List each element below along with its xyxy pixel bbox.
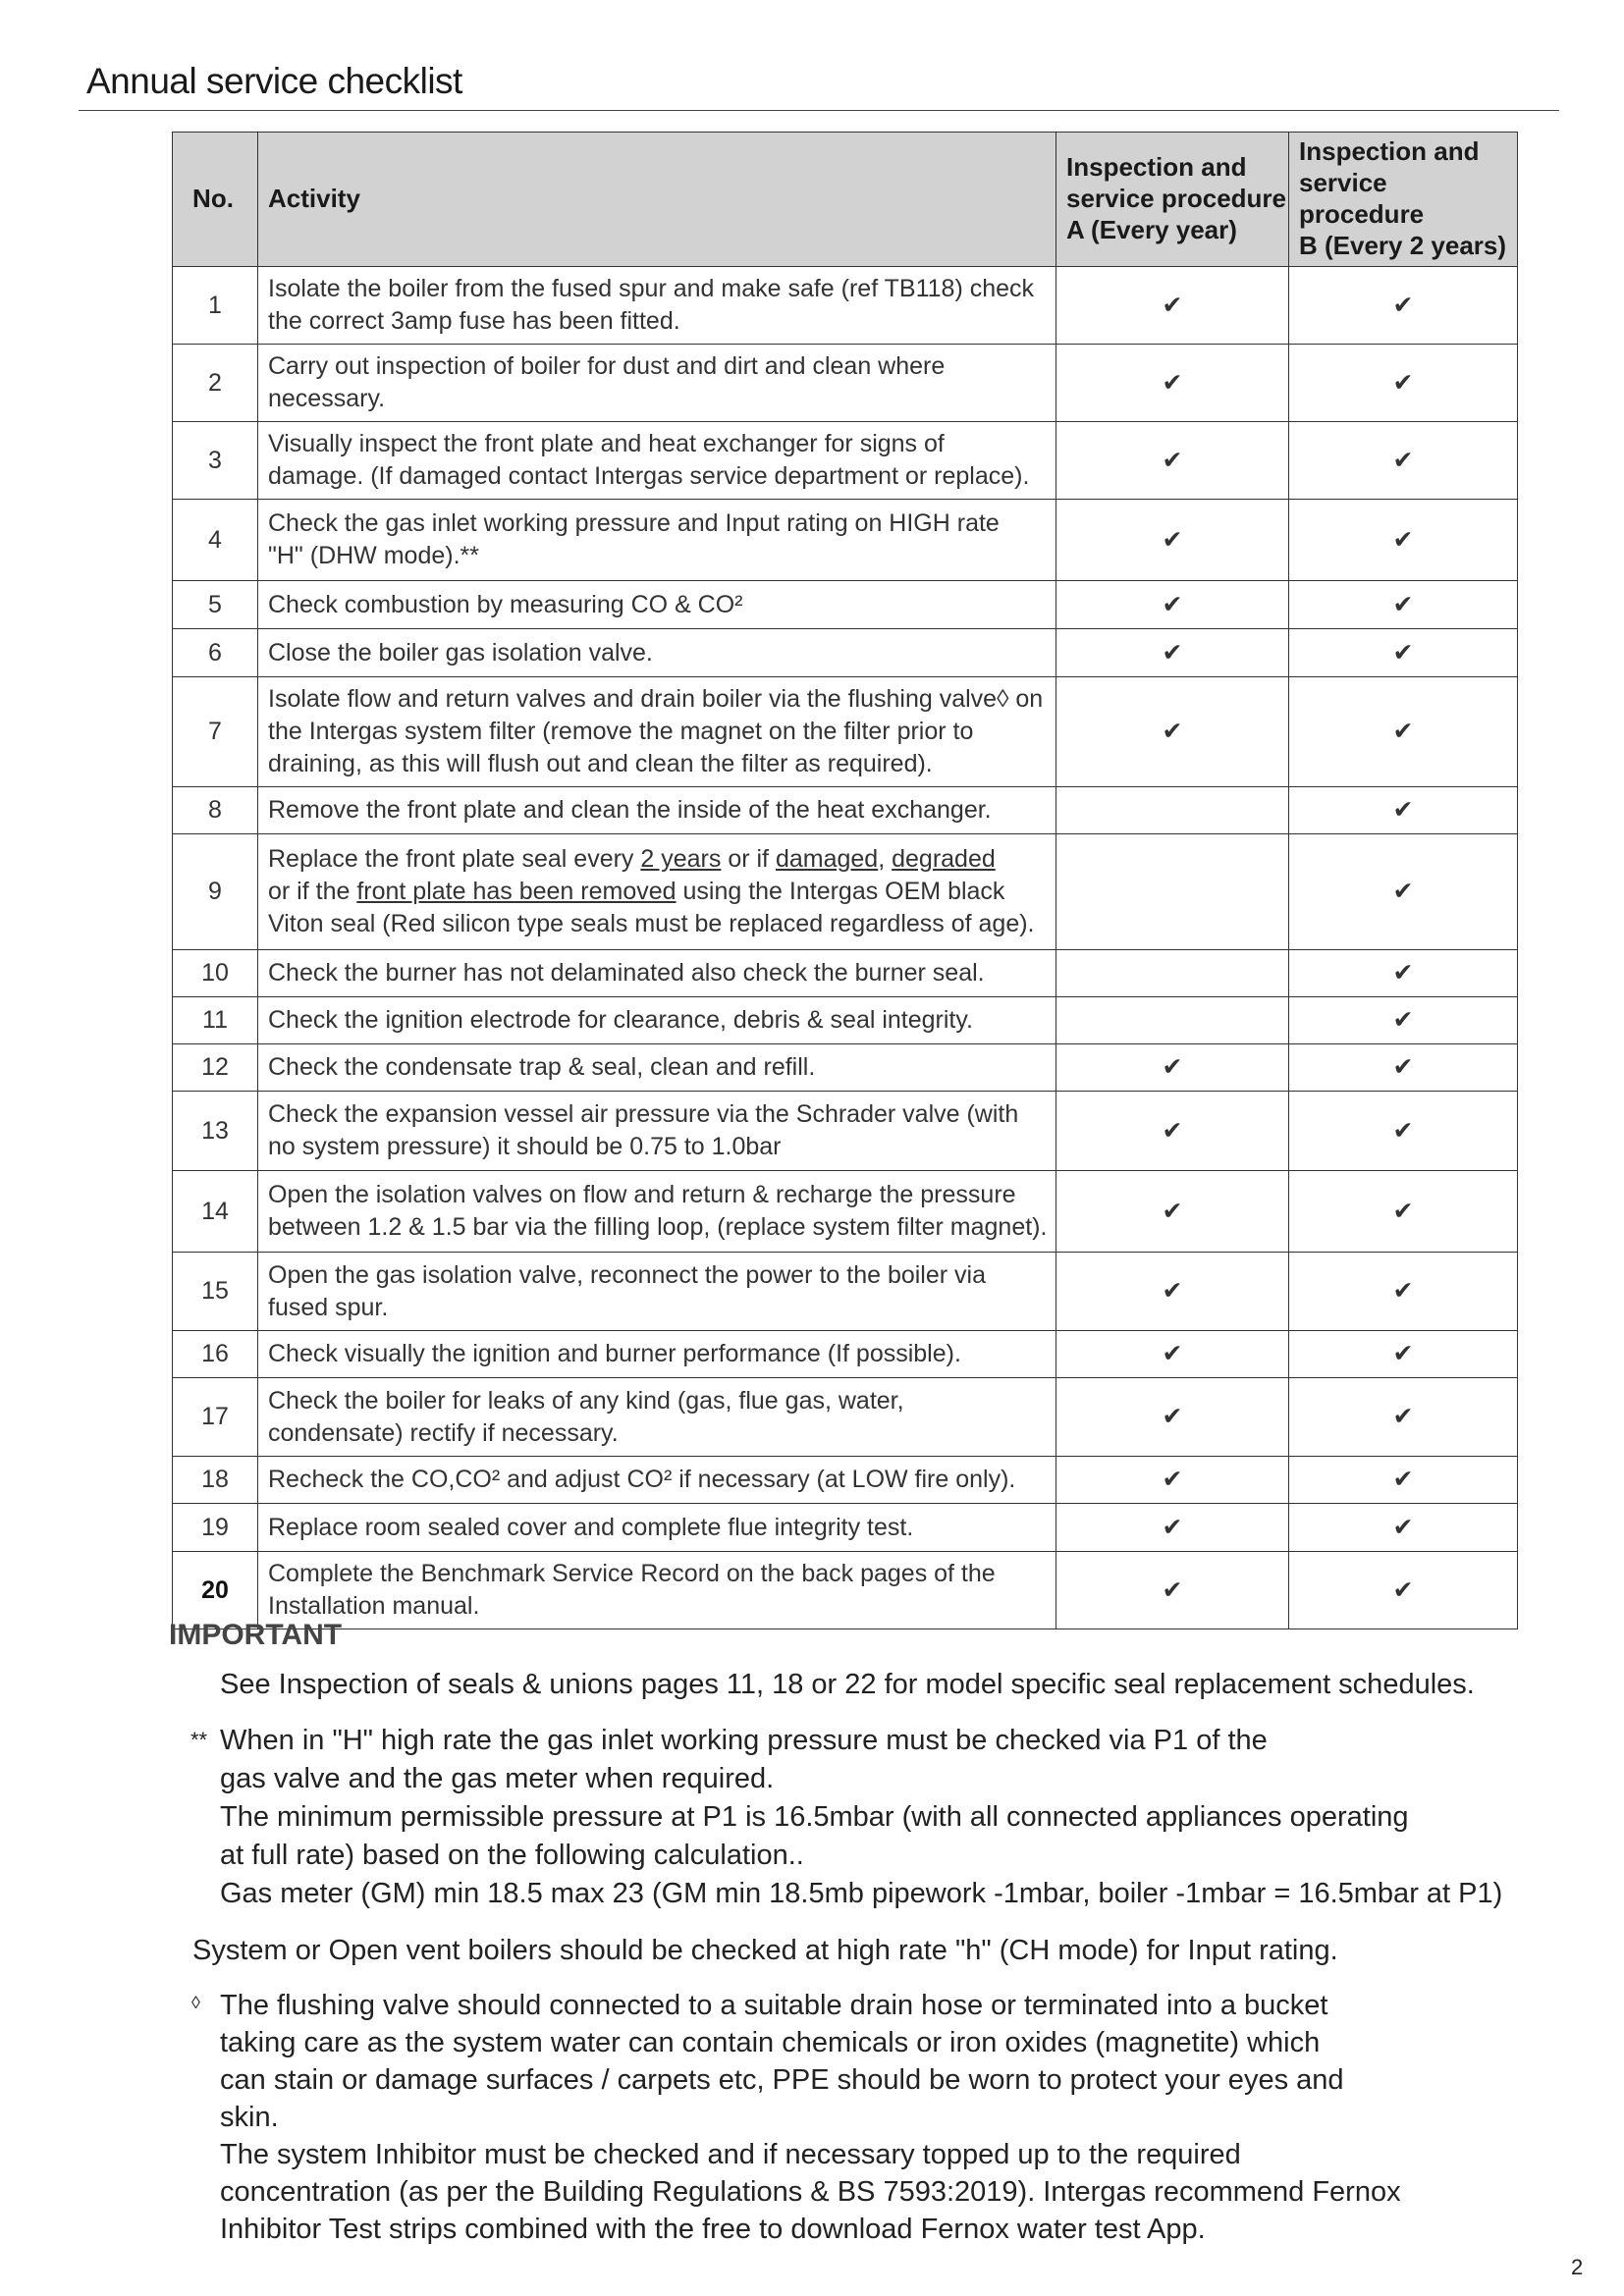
procedure-a-cell bbox=[1056, 1378, 1289, 1457]
row-number: 9 bbox=[173, 834, 258, 950]
table-row bbox=[173, 787, 1518, 834]
table-row bbox=[173, 1092, 1518, 1171]
checkmark-icon: ✔ bbox=[1392, 718, 1414, 745]
procedure-b-cell bbox=[1289, 677, 1518, 787]
procedure-a-cell bbox=[1056, 1044, 1289, 1092]
table-row bbox=[173, 1457, 1518, 1504]
row-number: 13 bbox=[173, 1092, 258, 1171]
procedure-a-cell bbox=[1056, 1171, 1289, 1253]
activity-line: "H" (DHW mode).** bbox=[268, 542, 479, 569]
checkmark-icon: ✔ bbox=[1392, 1053, 1414, 1081]
checkmark-icon: ✔ bbox=[1162, 1513, 1183, 1541]
procedure-b-cell bbox=[1289, 787, 1518, 834]
activity-line: Replace room sealed cover and complete flue integrity test. bbox=[268, 1513, 914, 1541]
checkmark-icon: ✔ bbox=[1392, 446, 1414, 474]
table-row bbox=[173, 1331, 1518, 1378]
row-number: 1 bbox=[173, 267, 258, 345]
header-procedure-b bbox=[1289, 133, 1518, 267]
checklist-body bbox=[173, 267, 1518, 1629]
checkmark-icon: ✔ bbox=[1162, 1197, 1183, 1225]
checkmark-icon: ✔ bbox=[1162, 718, 1183, 745]
activity-cell bbox=[258, 1044, 1056, 1092]
table-row bbox=[173, 629, 1518, 677]
procedure-b-cell bbox=[1289, 1331, 1518, 1378]
checkmark-icon: ✔ bbox=[1392, 1116, 1414, 1145]
procedure-a-cell bbox=[1056, 1457, 1289, 1504]
activity-cell bbox=[258, 677, 1056, 787]
activity-cell bbox=[258, 500, 1056, 581]
checkmark-icon: ✔ bbox=[1392, 1466, 1414, 1493]
checkmark-icon: ✔ bbox=[1392, 1575, 1414, 1604]
checkmark-icon: ✔ bbox=[1162, 291, 1183, 319]
activity-cell bbox=[258, 1331, 1056, 1378]
flush-note-line: concentration (as per the Building Regulations & BS 7593:2019). Intergas recommend Fernox bbox=[220, 2176, 1401, 2208]
procedure-b-cell bbox=[1289, 1044, 1518, 1092]
procedure-b-cell bbox=[1289, 345, 1518, 422]
row-number: 8 bbox=[173, 787, 258, 834]
activity-cell bbox=[258, 1171, 1056, 1253]
flush-note-line: skin. bbox=[220, 2102, 279, 2133]
procedure-b-cell bbox=[1289, 267, 1518, 345]
procedure-a-cell bbox=[1056, 500, 1289, 581]
page-title: Annual service checklist bbox=[86, 61, 462, 101]
system-vent-note: System or Open vent boilers should be checked at high rate "h" (CH mode) for Input rating. bbox=[192, 1935, 1338, 1966]
table-row bbox=[173, 1171, 1518, 1253]
checkmark-icon: ✔ bbox=[1392, 796, 1414, 824]
procedure-a-cell bbox=[1056, 950, 1289, 997]
procedure-b-cell bbox=[1289, 1457, 1518, 1504]
activity-line: Check the expansion vessel air pressure via the Schrader valve (with bbox=[268, 1100, 1019, 1128]
row-number: 16 bbox=[173, 1331, 258, 1378]
table-row bbox=[173, 345, 1518, 422]
checkmark-icon: ✔ bbox=[1392, 1403, 1414, 1430]
flush-note-line: taking care as the system water can contain chemicals or iron oxides (magnetite) which bbox=[220, 2027, 1321, 2058]
activity-line: draining, as this will flush out and clean the filter as required). bbox=[268, 750, 933, 777]
activity-line: no system pressure) it should be 0.75 to 1.0bar bbox=[268, 1133, 782, 1160]
procedure-b-cell bbox=[1289, 1253, 1518, 1331]
activity-cell bbox=[258, 422, 1056, 500]
flush-note-line: Inhibitor Test strips combined with the free to download Fernox water test App. bbox=[220, 2214, 1206, 2245]
high-rate-note-line: at full rate) based on the following calculation.. bbox=[220, 1840, 804, 1871]
procedure-a-cell bbox=[1056, 422, 1289, 500]
flush-note-line: The system Inhibitor must be checked and if necessary topped up to the required bbox=[220, 2139, 1241, 2170]
procedure-b-cell bbox=[1289, 629, 1518, 677]
procedure-b-cell bbox=[1289, 581, 1518, 629]
table-row bbox=[173, 500, 1518, 581]
activity-line: Check the condensate trap & seal, clean and refill. bbox=[268, 1053, 816, 1081]
activity-line: between 1.2 & 1.5 bar via the filling loop, (replace system filter magnet). bbox=[268, 1213, 1048, 1241]
activity-cell bbox=[258, 1253, 1056, 1331]
procedure-a-cell bbox=[1056, 345, 1289, 422]
checkmark-icon: ✔ bbox=[1162, 525, 1183, 554]
table-row bbox=[173, 834, 1518, 950]
activity-line: Check combustion by measuring CO & CO² bbox=[268, 590, 743, 618]
checkmark-icon: ✔ bbox=[1392, 638, 1414, 667]
checkmark-icon: ✔ bbox=[1162, 1053, 1183, 1081]
procedure-b-cell bbox=[1289, 834, 1518, 950]
activity-line: Check the ignition electrode for clearance, debris & seal integrity. bbox=[268, 1006, 973, 1034]
high-rate-note-line: Gas meter (GM) min 18.5 max 23 (GM min 18.5mb pipework -1mbar, boiler -1mbar = 16.5mbar at P1) bbox=[220, 1878, 1503, 1909]
activity-cell bbox=[258, 1504, 1056, 1552]
activity-cell bbox=[258, 950, 1056, 997]
checkmark-icon: ✔ bbox=[1162, 1277, 1183, 1305]
service-checklist-table bbox=[172, 132, 1518, 1629]
row-number: 10 bbox=[173, 950, 258, 997]
activity-line: Isolate flow and return valves and drain boiler via the flushing valve◊ on bbox=[268, 685, 1044, 713]
procedure-a-cell bbox=[1056, 787, 1289, 834]
high-rate-note-line: The minimum permissible pressure at P1 is 16.5mbar (with all connected appliances operating bbox=[220, 1801, 1409, 1833]
table-row bbox=[173, 1504, 1518, 1552]
checkmark-icon: ✔ bbox=[1162, 638, 1183, 667]
activity-line: fused spur. bbox=[268, 1293, 389, 1321]
double-asterisk-marker: ** bbox=[190, 1728, 208, 1752]
activity-line: damage. (If damaged contact Intergas service department or replace). bbox=[268, 462, 1030, 490]
header-procedure-b-line: Inspection and bbox=[1299, 136, 1480, 166]
activity-line: Check the boiler for leaks of any kind (gas, flue gas, water, bbox=[268, 1386, 904, 1415]
header-procedure-a bbox=[1056, 133, 1289, 267]
header-no: No. bbox=[173, 133, 258, 267]
checkmark-icon: ✔ bbox=[1162, 1575, 1183, 1604]
activity-line: Complete the Benchmark Service Record on the back pages of the bbox=[268, 1560, 996, 1587]
checkmark-icon: ✔ bbox=[1162, 446, 1183, 474]
activity-line: Isolate the boiler from the fused spur and make safe (ref TB118) check bbox=[268, 275, 1035, 302]
activity-cell bbox=[258, 267, 1056, 345]
activity-cell bbox=[258, 787, 1056, 834]
activity-line: condensate) rectify if necessary. bbox=[268, 1418, 619, 1447]
activity-line: necessary. bbox=[268, 385, 386, 412]
activity-line: Recheck the CO,CO² and adjust CO² if necessary (at LOW fire only). bbox=[268, 1466, 1016, 1493]
high-rate-note-line: gas valve and the gas meter when required. bbox=[220, 1763, 775, 1794]
activity-line: Visually inspect the front plate and heat exchanger for signs of bbox=[268, 430, 945, 457]
high-rate-note-line: When in "H" high rate the gas inlet working pressure must be checked via P1 of the bbox=[220, 1725, 1268, 1756]
procedure-a-cell bbox=[1056, 1504, 1289, 1552]
checkmark-icon: ✔ bbox=[1162, 1466, 1183, 1493]
header-procedure-a-line: service procedure bbox=[1066, 184, 1287, 213]
checkmark-icon: ✔ bbox=[1392, 1277, 1414, 1305]
table-row bbox=[173, 267, 1518, 345]
table-row bbox=[173, 1552, 1518, 1629]
activity-line: Carry out inspection of boiler for dust and dirt and clean where bbox=[268, 352, 946, 380]
activity-line: the Intergas system filter (remove the magnet on the filter prior to bbox=[268, 718, 974, 745]
row-number: 20 bbox=[173, 1552, 258, 1629]
checkmark-icon: ✔ bbox=[1162, 590, 1183, 618]
activity-cell bbox=[258, 834, 1056, 950]
row-number: 6 bbox=[173, 629, 258, 677]
checkmark-icon: ✔ bbox=[1392, 1340, 1414, 1367]
procedure-a-cell bbox=[1056, 629, 1289, 677]
checkmark-icon: ✔ bbox=[1162, 368, 1183, 397]
procedure-b-cell bbox=[1289, 1552, 1518, 1629]
procedure-b-cell bbox=[1289, 1378, 1518, 1457]
activity-cell bbox=[258, 1378, 1056, 1457]
activity-line: Check the gas inlet working pressure and Input rating on HIGH rate bbox=[268, 509, 1000, 537]
procedure-b-cell bbox=[1289, 1171, 1518, 1253]
row-number: 2 bbox=[173, 345, 258, 422]
procedure-b-cell bbox=[1289, 1092, 1518, 1171]
header-procedure-b-line: service procedure bbox=[1299, 168, 1425, 229]
table-row bbox=[173, 1253, 1518, 1331]
flush-note-line: The flushing valve should connected to a suitable drain hose or terminated into a bucket bbox=[220, 1990, 1328, 2021]
table-row bbox=[173, 422, 1518, 500]
procedure-b-cell bbox=[1289, 1504, 1518, 1552]
checkmark-icon: ✔ bbox=[1392, 1006, 1414, 1034]
activity-line: Check visually the ignition and burner performance (If possible). bbox=[268, 1340, 961, 1367]
procedure-b-cell bbox=[1289, 422, 1518, 500]
checkmark-icon: ✔ bbox=[1392, 590, 1414, 618]
activity-line: Installation manual. bbox=[268, 1592, 480, 1620]
activity-line: or if the front plate has been removed using the Intergas OEM black bbox=[268, 878, 1005, 905]
checkmark-icon: ✔ bbox=[1392, 959, 1414, 987]
flush-note-line: can stain or damage surfaces / carpets etc, PPE should be worn to protect your eyes and bbox=[220, 2064, 1344, 2096]
row-number: 12 bbox=[173, 1044, 258, 1092]
row-number: 14 bbox=[173, 1171, 258, 1253]
procedure-a-cell bbox=[1056, 1331, 1289, 1378]
activity-line: Open the gas isolation valve, reconnect the power to the boiler via bbox=[268, 1260, 986, 1289]
seals-note: See Inspection of seals & unions pages 11, 18 or 22 for model specific seal replacement schedules. bbox=[220, 1669, 1475, 1700]
procedure-a-cell bbox=[1056, 997, 1289, 1044]
page-number: 2 bbox=[1571, 2255, 1584, 2279]
activity-line: Open the isolation valves on flow and return & recharge the pressure bbox=[268, 1181, 1016, 1208]
checkmark-icon: ✔ bbox=[1392, 525, 1414, 554]
activity-cell bbox=[258, 1457, 1056, 1504]
checkmark-icon: ✔ bbox=[1392, 368, 1414, 397]
activity-cell bbox=[258, 629, 1056, 677]
table-row bbox=[173, 997, 1518, 1044]
row-number: 3 bbox=[173, 422, 258, 500]
activity-cell bbox=[258, 997, 1056, 1044]
procedure-b-cell bbox=[1289, 950, 1518, 997]
procedure-a-cell bbox=[1056, 1092, 1289, 1171]
procedure-a-cell bbox=[1056, 1253, 1289, 1331]
header-procedure-a-line: A (Every year) bbox=[1066, 215, 1237, 244]
procedure-b-cell bbox=[1289, 500, 1518, 581]
row-number: 15 bbox=[173, 1253, 258, 1331]
checkmark-icon: ✔ bbox=[1162, 1116, 1183, 1145]
procedure-a-cell bbox=[1056, 1552, 1289, 1629]
title-divider bbox=[79, 110, 1559, 111]
activity-line: Check the burner has not delaminated also check the burner seal. bbox=[268, 959, 985, 987]
procedure-a-cell bbox=[1056, 267, 1289, 345]
table-row bbox=[173, 950, 1518, 997]
activity-cell bbox=[258, 1092, 1056, 1171]
row-number: 18 bbox=[173, 1457, 258, 1504]
row-number: 19 bbox=[173, 1504, 258, 1552]
activity-line: the correct 3amp fuse has been fitted. bbox=[268, 307, 680, 335]
procedure-a-cell bbox=[1056, 581, 1289, 629]
procedure-a-cell bbox=[1056, 834, 1289, 950]
row-number: 17 bbox=[173, 1378, 258, 1457]
row-number: 11 bbox=[173, 997, 258, 1044]
table-row bbox=[173, 581, 1518, 629]
header-procedure-a-line: Inspection and bbox=[1066, 152, 1247, 182]
table-row bbox=[173, 677, 1518, 787]
row-number: 4 bbox=[173, 500, 258, 581]
checkmark-icon: ✔ bbox=[1392, 1513, 1414, 1541]
checkmark-icon: ✔ bbox=[1392, 1197, 1414, 1225]
table-row bbox=[173, 1044, 1518, 1092]
header-activity: Activity bbox=[258, 133, 1056, 267]
checkmark-icon: ✔ bbox=[1162, 1403, 1183, 1430]
activity-line: Remove the front plate and clean the inside of the heat exchanger. bbox=[268, 796, 992, 824]
procedure-a-cell bbox=[1056, 677, 1289, 787]
activity-line: Close the boiler gas isolation valve. bbox=[268, 638, 653, 667]
activity-line: Viton seal (Red silicon type seals must be replaced regardless of age). bbox=[268, 910, 1035, 937]
table-header-row bbox=[173, 133, 1518, 267]
lozenge-marker: ◊ bbox=[191, 1993, 200, 2012]
row-number: 5 bbox=[173, 581, 258, 629]
activity-cell bbox=[258, 1552, 1056, 1629]
row-number: 7 bbox=[173, 677, 258, 787]
checkmark-icon: ✔ bbox=[1392, 291, 1414, 319]
procedure-b-cell bbox=[1289, 997, 1518, 1044]
header-procedure-b-line: B (Every 2 years) bbox=[1299, 231, 1507, 260]
activity-cell bbox=[258, 581, 1056, 629]
table-row bbox=[173, 1378, 1518, 1457]
activity-line: Replace the front plate seal every 2 years or if damaged, degraded bbox=[268, 845, 996, 873]
activity-cell bbox=[258, 345, 1056, 422]
checkmark-icon: ✔ bbox=[1392, 878, 1414, 905]
important-heading: IMPORTANT bbox=[169, 1619, 343, 1651]
checkmark-icon: ✔ bbox=[1162, 1340, 1183, 1367]
